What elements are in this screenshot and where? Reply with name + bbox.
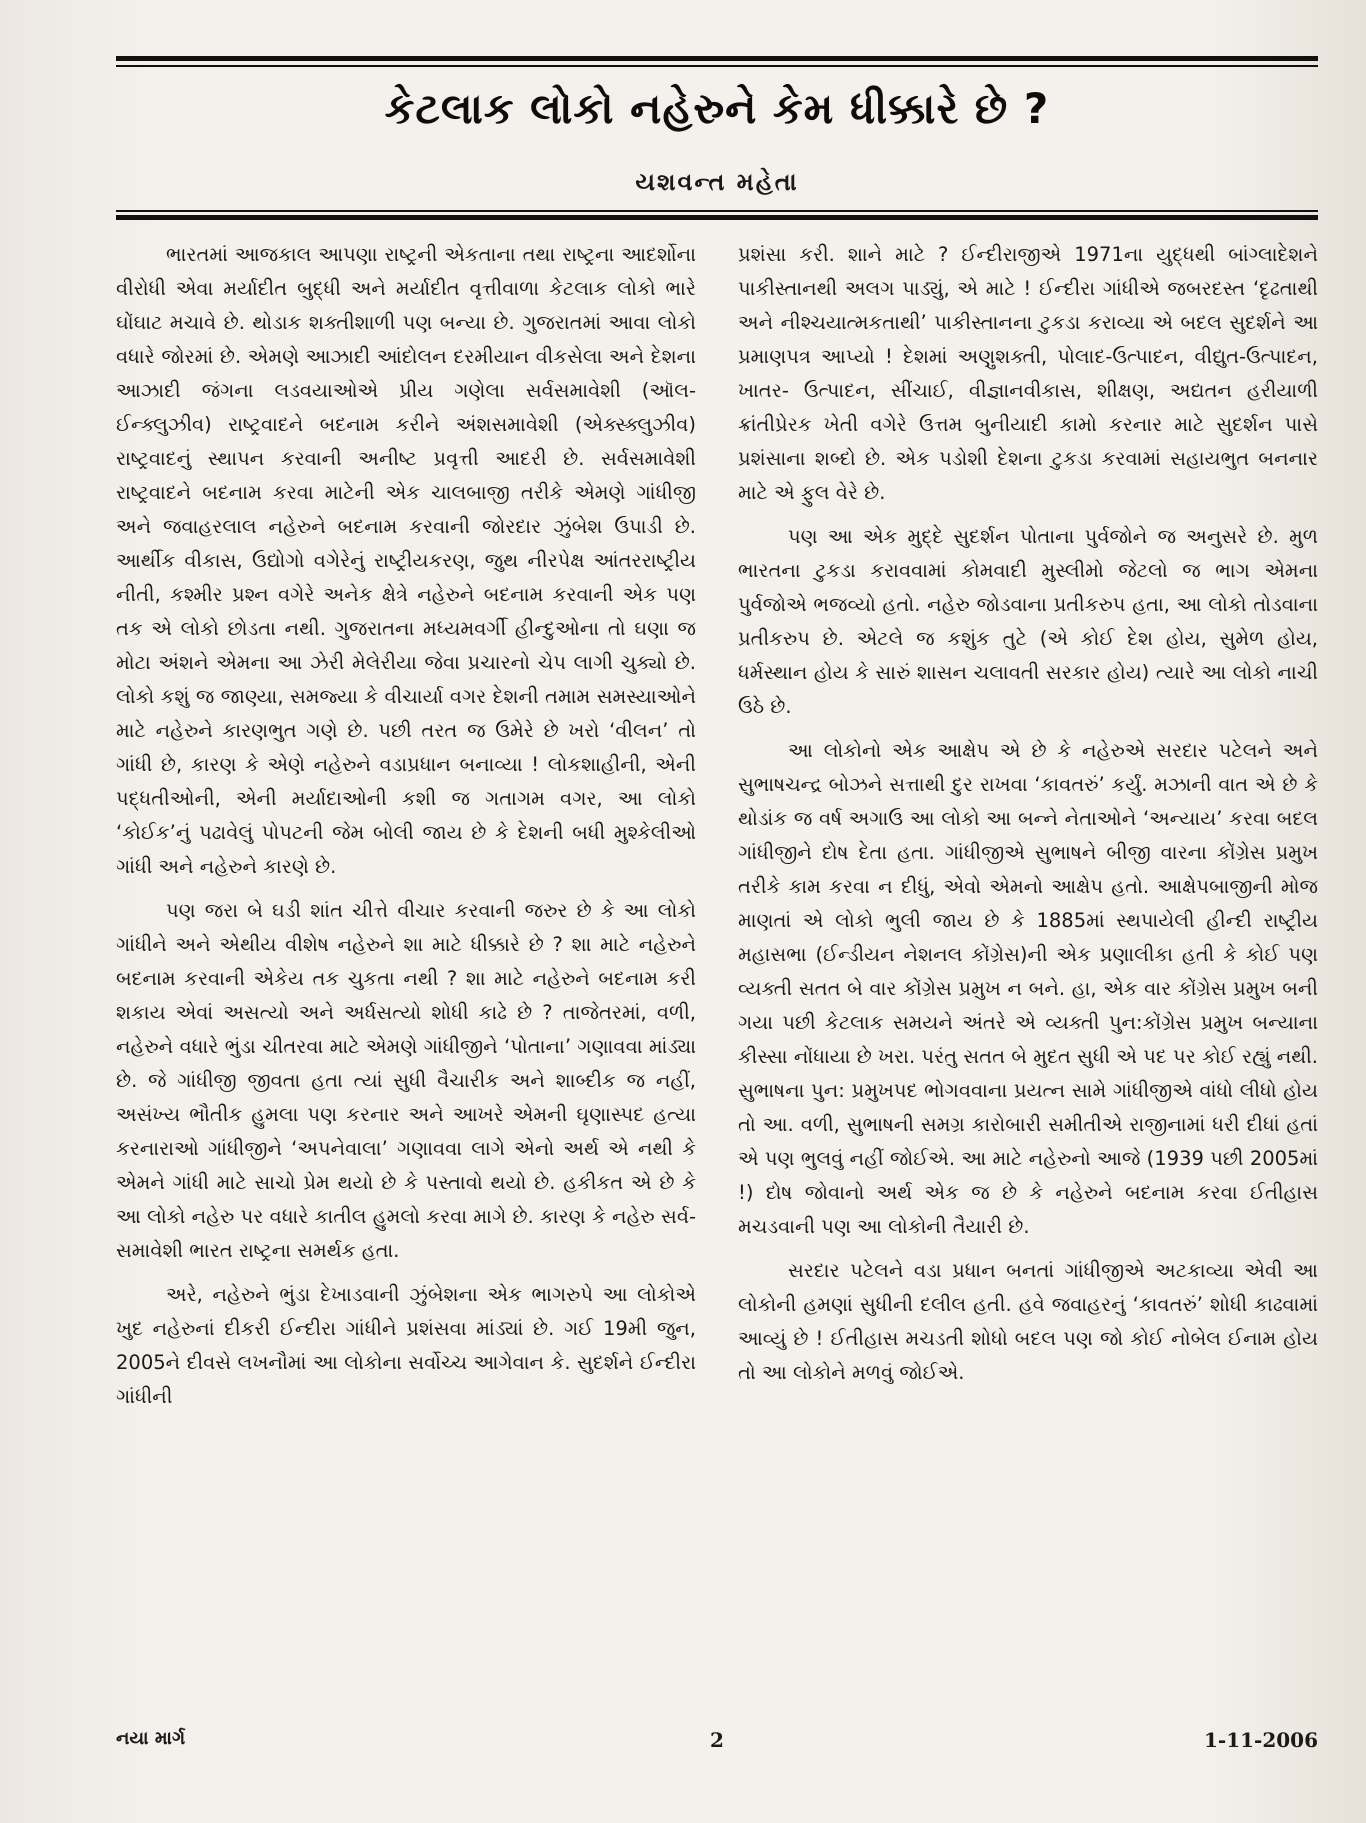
issue-date: 1-11-2006 bbox=[1203, 1728, 1318, 1752]
page-footer bbox=[116, 1728, 1318, 1760]
paragraph: આ લોકોનો એક આક્ષેપ એ છે કે નહેરુએ સરદાર પટેલને અને સુભાષચન્દ્ર બોઝને સત્તાથી દુર રાખવા ‘કાવતરું’ કર્યું. મઝાની વાત એ છે કે થોડાંક જ વર્ષ અગાઉ આ લોકો આ બન્ને નેતાઓને ‘અન્યાય’ કરવા બદલ ગાંધીજીને દોષ દેતા હતા. ગાંધીજીએ સુભાષને બીજી વારના કોંગ્રેસ પ્રમુખ તરીકે કામ કરવા ન દીધું, એવો એમનો આક્ષેપ હતો. આક્ષેપબાજીની મોજ માણતાં એ લોકો ભુલી જાય છે કે 1885માં સ્થપાયેલી હીન્દી રાષ્ટ્રીય મહાસભા (ઈન્ડીયન નેશનલ કોંગ્રેસ)ની એક પ્રણાલીકા હતી કે કોઈ પણ વ્યક્તી સતત બે વાર કોંગ્રેસ પ્રમુખ ન બને. હા, એક વાર કોંગ્રેસ પ્રમુખ બની ગયા પછી કેટલાક સમયને અંતરે એ વ્યક્તી પુન:કોંગ્રેસ પ્રમુખ બન્યાના કીસ્સા નોંધાયા છે ખરા. પરંતુ સતત બે મુદત સુધી એ પદ પર કોઈ રહ્યું નથી. સુભાષના પુન: પ્રમુખપદ ભોગવવાના પ્રયત્ન સામે ગાંધીજીએ વાંધો લીધો હોય તો આ. વળી, સુભાષની સમગ્ર કારોબારી સમીતીએ રાજીનામાં ધરી દીધાં હતાં એ પણ ભુલવું નહીં જોઈએ. આ માટે નહેરુનો આજે (1939 પછી 2005માં !) દોષ જોવાનો અર્થ એક જ છે કે નહેરુને બદનામ કરવા ઈતીહાસ મચડવાની પણ આ લોકોની તૈયારી છે. bbox=[738, 739, 1318, 1238]
header-rule-thin bbox=[116, 210, 1318, 212]
top-rule-thin bbox=[116, 65, 1318, 67]
article-author: યશવન્ત મહેતા bbox=[635, 168, 799, 196]
paragraph: અરે, નહેરુને ભુંડા દેખાડવાની ઝુંબેશના એક ભાગરુપે આ લોકોએ ખુદ નહેરુનાં દીકરી ઈન્દીરા ગાંધીને પ્રશંસવા માંડ્યાં છે. ગઈ 19મી જુન, 2005ને દીવસે લખનૌમાં આ લોકોના સર્વોચ્ચ આગેવાન કે. સુદર્શને ઈન્દીરા ગાંધીની bbox=[116, 1283, 696, 1408]
header-rule-thick bbox=[116, 215, 1318, 220]
publication-name: નયા માર્ગ bbox=[116, 1728, 186, 1749]
page-number: 2 bbox=[710, 1728, 724, 1752]
left-column bbox=[116, 238, 696, 1700]
right-column bbox=[738, 238, 1318, 1700]
top-rule-thick bbox=[116, 56, 1318, 61]
paragraph: પણ જરા બે ઘડી શાંત ચીત્તે વીચાર કરવાની જરુર છે કે આ લોકો ગાંધીને અને એથીય વીશેષ નહેરુને શા માટે ધીક્કારે છે ? શા માટે નહેરુને બદનામ કરવાની એકેય તક ચુકતા નથી ? શા માટે નહેરુને બદનામ કરી શકાય એવાં અસત્યો અને અર્ધસત્યો શોધી કાઢે છે ? તાજેતરમાં, વળી, નહેરુને વધારે ભુંડા ચીતરવા માટે એમણે ગાંધીજીને ‘પોતાના’ ગણાવવા માંડ્યા છે. જે ગાંધીજી જીવતા હતા ત્યાં સુધી વૈચારીક અને શાબ્દીક જ નહીં, અસંખ્ય ભૌતીક હુમલા પણ કરનાર અને આખરે એમની ઘૃણાસ્પદ હત્યા કરનારાઓ ગાંધીજીને ‘અપનેવાલા’ ગણાવવા લાગે એનો અર્થ એ નથી કે એમને ગાંધી માટે સાચો પ્રેમ થયો છે કે પસ્તાવો થયો છે. હકીકત એ છે કે આ લોકો નહેરુ પર વધારે કાતીલ હુમલો કરવા માગે છે. કારણ કે નહેરુ સર્વ-સમાવેશી ભારત રાષ્ટ્રના સમર્થક હતા. bbox=[116, 899, 696, 1262]
article-title: કેટલાક લોકો નહેરુને કેમ ધીક્કારે છે ? bbox=[384, 84, 1050, 133]
article-body bbox=[116, 238, 1318, 1700]
paragraph: સરદાર પટેલને વડા પ્રધાન બનતાં ગાંધીજીએ અટકાવ્યા એવી આ લોકોની હમણાં સુધીની દલીલ હતી. હવે જવાહરનું ‘કાવતરું’ શોધી કાઢવામાં આવ્યું છે ! ઈતીહાસ મચડતી શોધો બદલ પણ જો કોઈ નોબેલ ઈનામ હોય તો આ લોકોને મળવું જોઈએ. bbox=[738, 1259, 1318, 1384]
paragraph: પ્રશંસા કરી. શાને માટે ? ઈન્દીરાજીએ 1971ના યુદ્ધથી બાંગ્લાદેશને પાકીસ્તાનથી અલગ પાડ્યું, એ માટે ! ઈન્દીરા ગાંધીએ જબરદસ્ત ‘દૃઢતાથી અને નીશ્ચયાત્મકતાથી’ પાકીસ્તાનના ટુકડા કરાવ્યા એ બદલ સુદર્શને આ પ્રમાણપત્ર આપ્યો ! દેશમાં અણુશક્તી, પોલાદ-ઉત્પાદન, વીદ્યુત-ઉત્પાદન, ખાતર- ઉત્પાદન, સીંચાઈ, વીજ્ઞાનવીકાસ, શીક્ષણ, અદ્યતન હરીયાળી ક્રાંતીપ્રેરક ખેતી વગેરે ઉત્તમ બુનીયાદી કામો કરનાર માટે સુદર્શન પાસે પ્રશંસાના શબ્દો છે. એક પડોશી દેશના ટુકડા કરવામાં સહાયભુત બનનાર માટે એ ફુલ વેરે છે. bbox=[738, 243, 1318, 504]
paragraph: પણ આ એક મુદ્દે સુદર્શન પોતાના પુર્વજોને જ અનુસરે છે. મુળ ભારતના ટુકડા કરાવવામાં કોમવાદી મુસ્લીમો જેટલો જ ભાગ એમના પુર્વજોએ ભજવ્યો હતો. નહેરુ જોડવાના પ્રતીકરુપ હતા, આ લોકો તોડવાના પ્રતીકરુપ છે. એટલે જ કશુંક તુટે (એ કોઈ દેશ હોય, સુમેળ હોય, ધર્મસ્થાન હોય કે સારું શાસન ચલાવતી સરકાર હોય) ત્યારે આ લોકો નાચી ઉઠે છે. bbox=[738, 525, 1318, 718]
paragraph: ભારતમાં આજકાલ આપણા રાષ્ટ્રની એકતાના તથા રાષ્ટ્રના આદર્શોના વીરોધી એવા મર્યાદીત બુદ્ધી અને મર્યાદીત વૃત્તીવાળા કેટલાક લોકો ભારે ઘોંઘાટ મચાવે છે. થોડાક શક્તીશાળી પણ બન્યા છે. ગુજરાતમાં આવા લોકો વધારે જોરમાં છે. એમણે આઝાદી આંદોલન દરમીયાન વીકસેલા અને દેશના આઝાદી જંગના લડવયાઓએ પ્રીય ગણેલા સર્વસમાવેશી (ઑલ-ઈન્ક્લુઝીવ) રાષ્ટ્રવાદને બદનામ કરીને અંશસમાવેશી (એક્સ્ક્લુઝીવ) રાષ્ટ્રવાદનું સ્થાપન કરવાની અનીષ્ટ પ્રવૃત્તી આદરી છે. સર્વસમાવેશી રાષ્ટ્રવાદને બદનામ કરવા માટેની એક ચાલબાજી તરીકે એમણે ગાંધીજી અને જવાહરલાલ નહેરુને બદનામ કરવાની જોરદાર ઝુંબેશ ઉપાડી છે. આર્થીક વીકાસ, ઉદ્યોગો વગેરેનું રાષ્ટ્રીયકરણ, જુથ નીરપેક્ષ આંતરરાષ્ટ્રીય નીતી, કશ્મીર પ્રશ્ન વગેરે અનેક ક્ષેત્રે નહેરુને બદનામ કરવાની એક પણ તક એ લોકો છોડતા નથી. ગુજરાતના મધ્યમવર્ગી હીન્દુઓના તો ઘણા જ મોટા અંશને એમના આ ઝેરી મેલેરીયા જેવા પ્રચારનો ચેપ લાગી ચુક્યો છે. લોકો કશું જ જાણ્યા, સમજ્યા કે વીચાર્યા વગર દેશની તમામ સમસ્યાઓને માટે નહેરુને કારણભુત ગણે છે. પછી તરત જ ઉમેરે છે ખરો ‘વીલન’ તો ગાંધી છે, કારણ કે એણે નહેરુને વડાપ્રધાન બનાવ્યા ! લોકશાહીની, એની પદ્ધતીઓની, એની મર્યાદાઓની કશી જ ગતાગમ વગર, આ લોકો ‘કોઈક’નું પઢાવેલું પોપટની જેમ બોલી જાય છે કે દેશની બધી મુશ્કેલીઓ ગાંધી અને નહેરુને કારણે છે. bbox=[116, 243, 696, 878]
